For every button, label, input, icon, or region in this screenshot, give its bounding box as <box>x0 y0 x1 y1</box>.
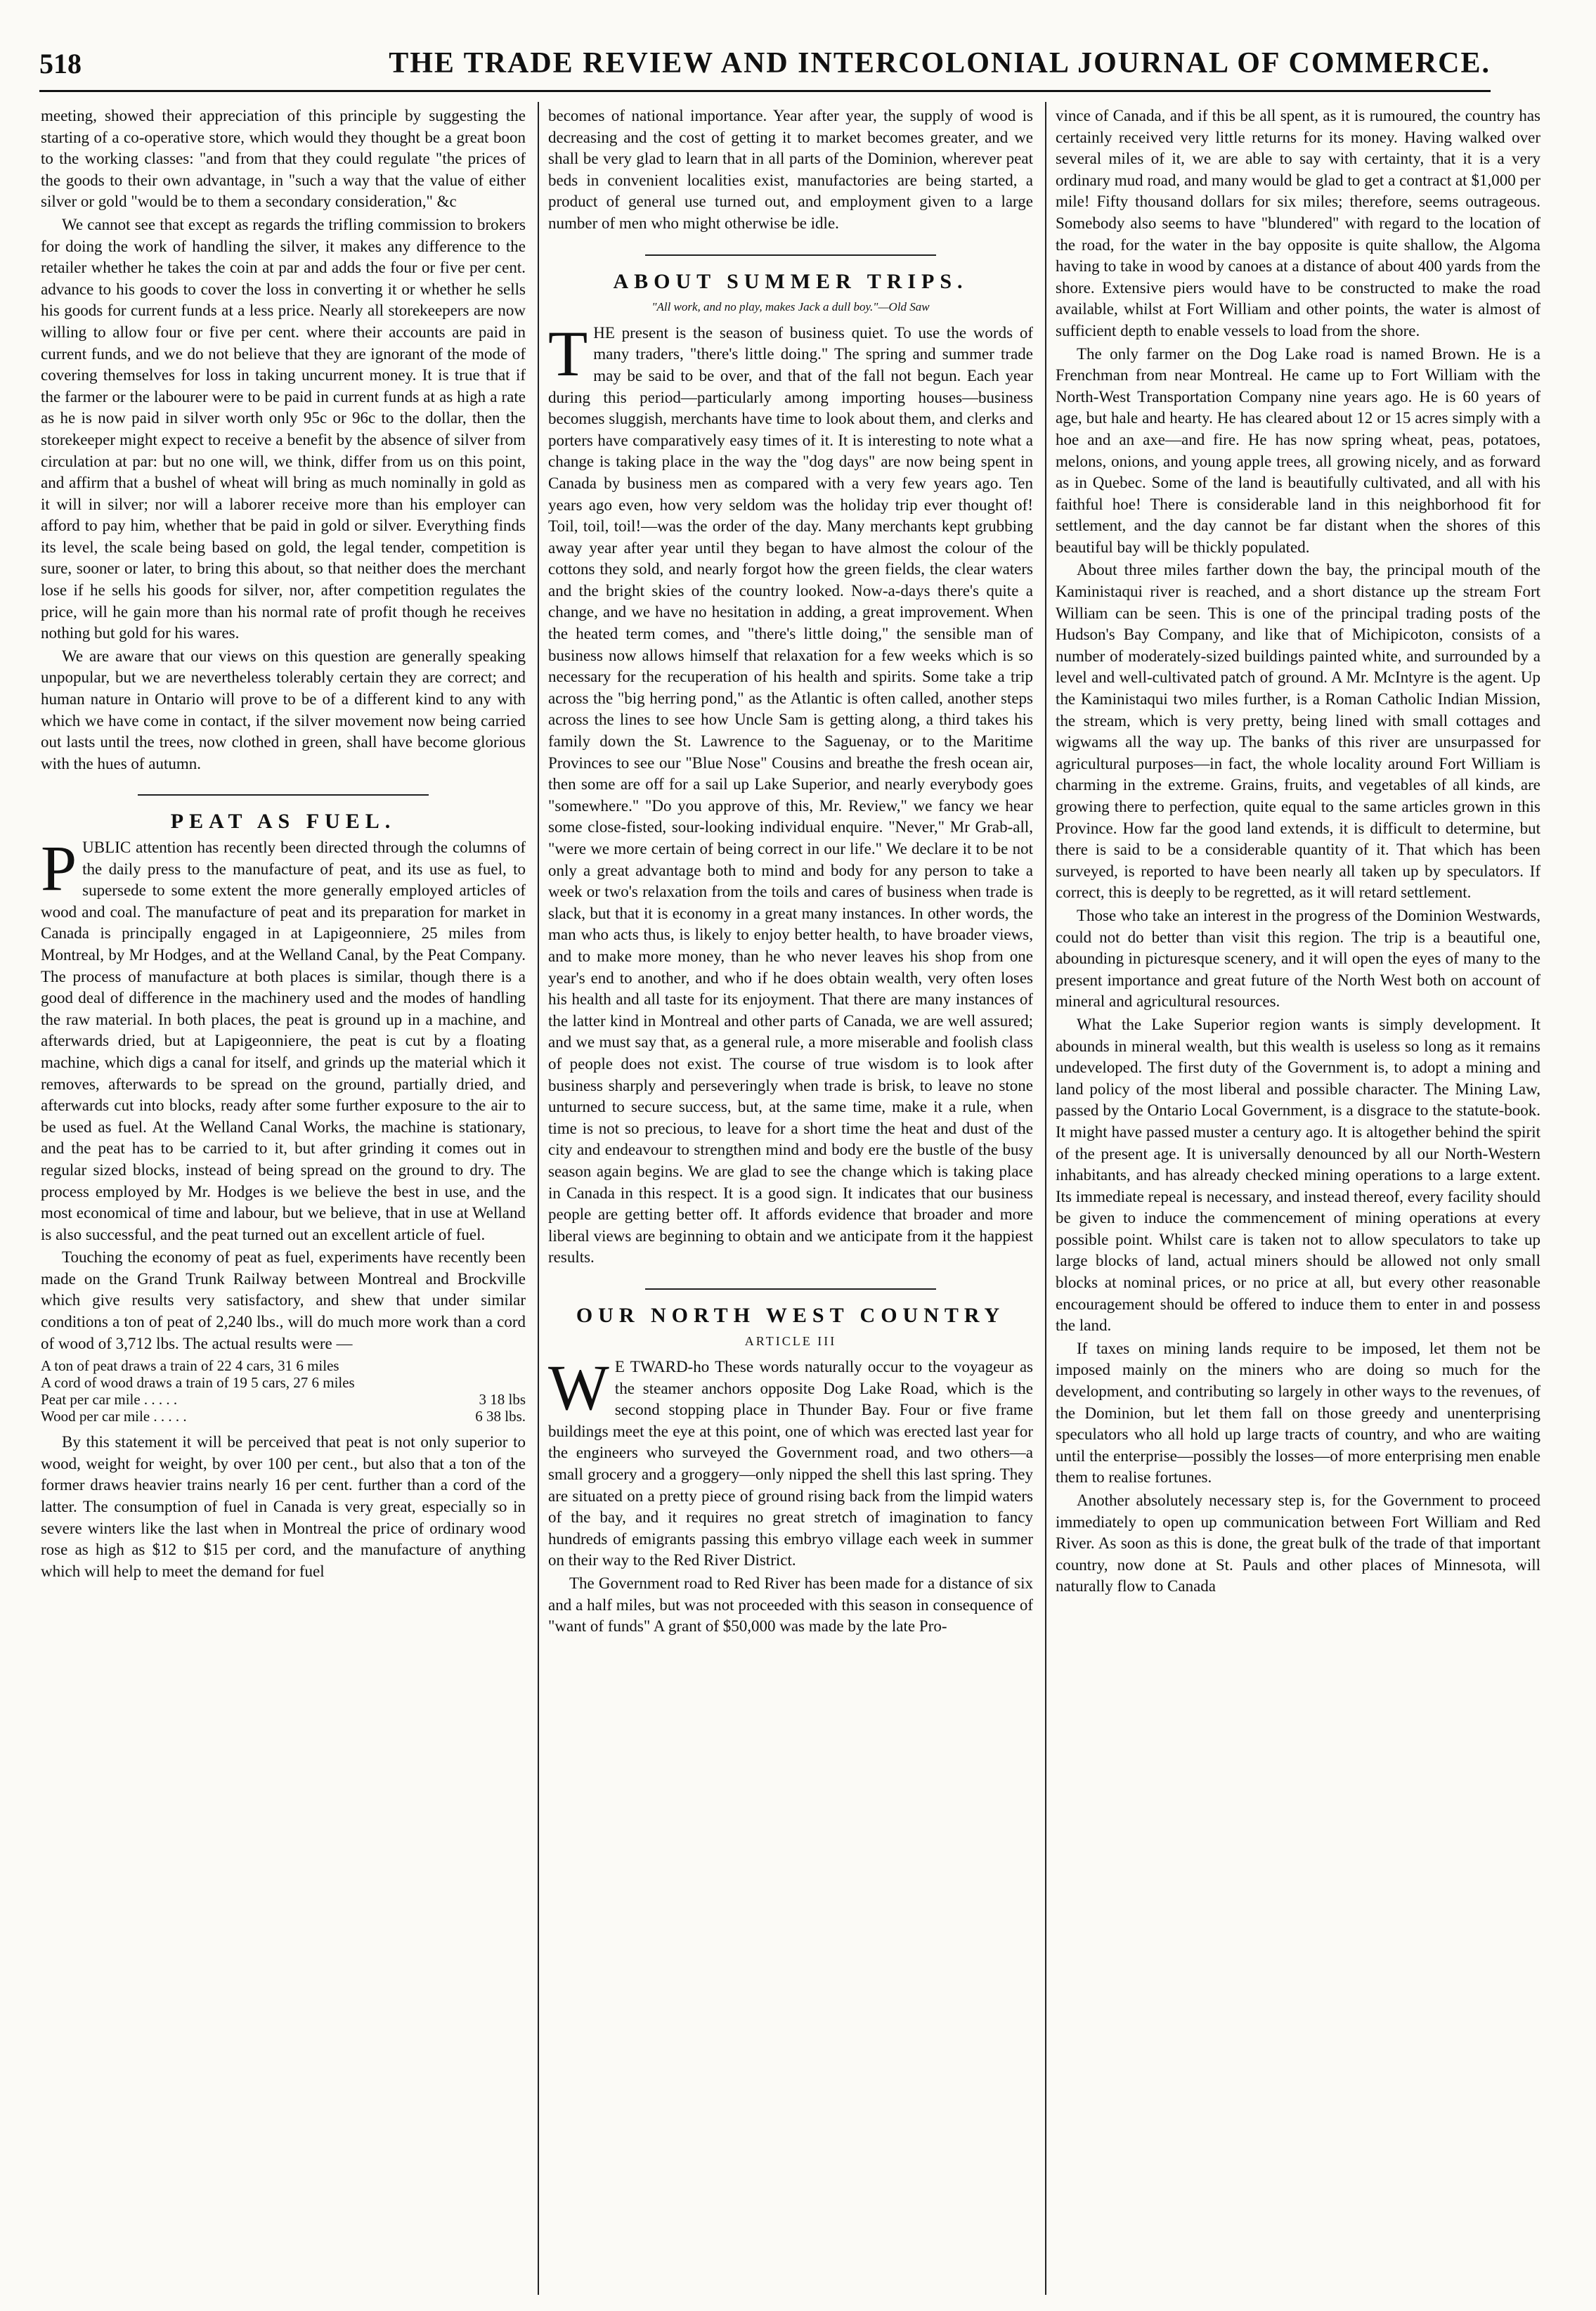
paragraph: UBLIC attention has recently been directed through the columns of the daily press to the manufacture of peat, and its use as fuel, to supersede to some extent the more generally employed articles of wood and coal. The manufacture of peat and its preparation for market in Canada is principally engaged in at Lapigeonniere, 25 miles from Montreal, by Mr Hodges, and at the Welland Canal, by the Peat Company. The process of manufacture at both places is similar, though there is a good deal of difference in the machinery used and the modes of handling the raw material. In both places, the peat is ground up in a machine, and afterwards dried, but at Lapigeonniere, the peat is cut by a floating machine, which digs a canal for itself, and grinds up the material which it removes, afterwards to be spread on the ground, partially dried, and afterwards cut into blocks, ready after some further exposure to the air to be used as fuel. At the Welland Canal Works, the machine is stationary, and the peat has to be carried to it, but after grinding it comes out in regular sized blocks, instead of being spread on the ground to dry. The process employed by Mr. Hodges is we believe the best in use, and the most economical of time and labour, but we believe, that in use at Welland is also successful, and the peat turned out an excellent article of fuel. <box>41 839 526 1243</box>
article-heading-northwest: OUR NORTH WEST COUNTRY <box>576 1303 1006 1327</box>
paragraph: What the Lake Superior region wants is simply development. It abounds in mineral wealth, but this wealth is useless so long as it remains undeveloped. The first duty of the Government is, to adopt a mining and land policy of the most liberal and possible character. The Mining Law, passed by the Ontario Local Government, is a disgrace to the statute-book. It might have passed muster a century ago. It is altogether behind the spirit of the present age. It is universally denounced by all our North-Western inhabitants, and has already checked mining operations to a large extent. Its immediate repeal is necessary, and instead thereof, every facility should be given to induce the commencement of mining operations at every possible point. Whilst care is taken not to allow speculators to take up large blocks of land, actual miners should be allowed not only small blocks at nominal prices, or no price at all, but every other reasonable encouragement should be offered to induce them to enter in and possess the land. <box>1056 1015 1540 1335</box>
article-heading-peat: PEAT AS FUEL. <box>170 810 396 834</box>
paragraph: If taxes on mining lands require to be imposed, let them not be imposed mainly on the miners who are doing so much for the development, and contributing so largely in other ways to the revenues, of the Dominion, but let them fall on those greedy and unenterprising speculators who all hold up large tracts of country, and who are waiting until the enterprise—possibly the losses—of more enterprising men enable them to realise fortunes. <box>1056 1339 1540 1487</box>
section-divider <box>645 254 936 256</box>
paragraph: Those who take an interest in the progress of the Dominion Westwards, could not do better than visit this region. The trip is a beautiful one, abounding in picturesque scenery, and it will open the eyes of many to the present importance and great future of the North West both on account of mineral and agricultural resources. <box>1056 906 1540 1011</box>
article-body <box>548 1352 1033 1572</box>
paragraph: E TWARD-ho These words naturally occur to the voyageur as the steamer anchors opposite Dog Lake Road, which is the second stopping place in Thunder Bay. Four or five frame buildings meet the eye at this point, one of which was erected last year for the engineers who surveyed the Government road, and two others—a small grocery and a groggery—only nipped the shell this last spring. They are situated on a pretty piece of ground rising back from the limpid waters of the bay, and it requires no great stretch of imagination to fancy hundreds of emigrants passing this embryo village each week in summer on their way to the Red River District. <box>548 1358 1033 1569</box>
paragraph: About three miles farther down the bay, the principal mouth of the Kaministaqui river is reached, and a short distance up the stream Fort William can be seen. This is one of the principal trading posts of the Hudson's Bay Company, and like that of Michipicoton, consists of a number of moderately-sized buildings painted white, and surrounded by a level and well-cultivated patch of ground. A Mr. McIntyre is the agent. Up the Kaministaqui two miles further, is a Roman Catholic Indian Mission, the stream, which is very pretty, being lined with small cottages and wigwams all the way up. The banks of this river are unsurpassed for agricultural purposes—in fact, the whole locality around Fort William is charming in the extreme. Grains, fruits, and vegetables of all kinds, are growing there to perfection, quite equal to the same articles grown in this Province. How far the good land extends, it is difficult to determine, but there is said to be a considerable quantity of it. That which has been surveyed, is reported to have been nearly all taken up by speculators. If correct, this is deeply to be regretted, as it will retard settlement. <box>1056 561 1540 902</box>
results-value <box>452 1357 526 1374</box>
column-2 <box>548 105 1033 2291</box>
paragraph: becomes of national importance. Year after year, the supply of wood is decreasing and the cost of getting it to market becomes greater, and we shall be very glad to learn that in all parts of the Dominion, wherever peat beds in convenient localities exist, manufactories are being started, a product of general use turned out, and employment given to a large number of men who might otherwise be idle. <box>548 107 1033 232</box>
column-rule <box>538 102 539 2295</box>
paragraph: The Government road to Red River has been made for a distance of six and a half miles, but was not proceeded with this season in consequence of "want of funds" A grant of $50,000 was made by the late Pro- <box>548 1574 1033 1636</box>
article-body <box>41 832 526 1245</box>
results-row <box>41 1391 526 1408</box>
header-rule <box>39 90 1491 92</box>
results-value <box>452 1374 526 1391</box>
results-label: A cord of wood draws a train of 19 5 cars, 27 6 miles <box>41 1374 355 1392</box>
results-row <box>41 1357 526 1374</box>
results-value: 6 38 lbs. <box>475 1408 526 1425</box>
article-heading-summer: ABOUT SUMMER TRIPS. <box>613 269 968 293</box>
results-row <box>41 1408 526 1425</box>
paragraph: meeting, showed their appreciation of this principle by suggesting the starting of a co-operative store, which would they thought be a great boon to the working classes: "and from that they could regulate "the prices of the goods to their own advantage, in "such a way that the value of either silver or gold "would be to them a secondary consideration," &c <box>41 107 526 211</box>
section-divider <box>138 794 429 796</box>
results-table <box>41 1357 526 1425</box>
results-row <box>41 1374 526 1391</box>
paragraph: By this statement it will be perceived that peat is not only superior to wood, weight for weight, by over 100 per cent., but also that a ton of the former draws heavier trains nearly 16 per cent. further than a cord of the latter. The consumption of fuel in Canada is very great, especially so in severe winters like the last when in Montreal the price of ordinary wood rose as high as $12 to $15 per cord, and the manufacture of anything which will help to meet the demand for fuel <box>41 1433 526 1580</box>
paragraph: The only farmer on the Dog Lake road is named Brown. He is a Frenchman from near Montreal. He came up to Fort William with the North-West Transportation Company nine years ago. He is 60 years of age, but hale and hearty. He has cleared about 12 or 15 acres simply with a hoe and an axe—and fire. He has now spring wheat, peas, potatoes, melons, onions, and young apple trees, all growing nicely, and as forward as in Quebec. Some of the land is beautifully cultivated, and all with his faithful hoe! There is considerable land in this neighborhood fit for settlement, and the day cannot be far distant when the shores of this beautiful bay will be thickly populated. <box>1056 344 1540 556</box>
column-1 <box>41 105 526 2291</box>
results-value: 3 18 lbs <box>479 1391 526 1409</box>
results-label: Peat per car mile . . . . . <box>41 1391 178 1409</box>
page-header <box>39 42 1491 84</box>
drop-cap: P <box>41 832 77 904</box>
paragraph: We are aware that our views on this question are generally speaking unpopular, but we are nevertheless tolerably certain they are correct; and human nature in Ontario will prove to be of a different kind to any with which we have come in contact, if the silver movement now being carried out lasts until the trees, now clothed in green, shall have become glorious with the hues of autumn. <box>41 647 526 772</box>
paragraph: Another absolutely necessary step is, for the Government to proceed immediately to open up communication between Fort William and Red River. As soon as this is done, the great bulk of the trade of that important country, now done at St. Pauls and other places of Minnesota, will naturally flow to Canada <box>1056 1491 1540 1595</box>
results-label: A ton of peat draws a train of 22 4 cars, 31 6 miles <box>41 1357 339 1375</box>
column-rule <box>1045 102 1046 2295</box>
paragraph: We cannot see that except as regards the trifling commission to brokers for doing the work of handling the silver, it makes any difference to the retailer whether he takes the coin at par and adds the four or five per cent. advance to his goods to cover the loss in converting it or whether he sells his goods for current funds at a less price. Nearly all storekeepers are now willing to allow four or five per cent. where their accounts are paid in current funds, and we do not believe that they are ignorant of the mode of covering themselves for loss in taking uncurrent money. It is true that if the farmer or the labourer were to be paid in current funds at as high a rate as he is now paid in silver worth only 95c or 96c to the dollar, then the storekeeper might expect to receive a benefit by the absence of silver from circulation at par: but no one will, we think, differ from us on this point, and affirm that a bushel of wheat will bring as much nominally in gold as it will in silver; nor will a laborer receive more than his employer can afford to pay him, whether that be paid in gold or silver. Everything finds its level, the scale being based on gold, the legal tender, competition is sure, sooner or later, to bring this about, so that neither does the merchant lose if he sells his goods for silver, nor, after competition regulates the price, will he gain more than his normal rate of profit though he receives nothing but gold for his wares. <box>41 215 526 642</box>
drop-cap: T <box>548 317 588 389</box>
running-title: THE TRADE REVIEW AND INTERCOLONIAL JOURNAL OF COMMERCE. <box>389 47 1491 79</box>
paragraph: vince of Canada, and if this be all spent, as it is rumoured, the country has certainly received very little returns for its money. Having walked over several miles of it, we are able to say with certainty, that it is a very ordinary mud road, and many would be glad to get a contract at $1,000 per mile! Fifty thousand dollars for six miles; therefore, seems outrageous. Somebody also seems to have "blundered" with regard to the location of the road, for the water in the bay opposite is quite shallow, the Algoma having to take in wood by canoes at a distance of about 400 yards from the shore. Extensive piers would have to be constructed to make the road available, whilst at Fort William and other points, the water is almost of sufficient depth to enable vessels to load from the shore. <box>1056 107 1540 339</box>
column-3 <box>1056 105 1540 2291</box>
epigraph: "All work, and no play, makes Jack a dull boy."—Old Saw <box>651 300 930 314</box>
paragraph: Touching the economy of peat as fuel, experiments have recently been made on the Grand Trunk Railway between Montreal and Brockville which give results very satisfactory, and shew that under similar conditions a ton of peat of 2,240 lbs., will do much more work than a cord of wood of 3,712 lbs. The actual results were — <box>41 1248 526 1352</box>
paragraph: HE present is the season of business quiet. To use the words of many traders, "there's little doing." The spring and summer trade may be said to be over, and that of the fall not begun. Each year during this period—particularly among importing houses—business becomes sluggish, merchants have time to look about them, and clerks and porters have comparatively easy times of it. It is interesting to note what a change is taking place in the way the "dog days" are now being spent in Canada by business men as compared with a very few years ago. Ten years ago even, how very seldom was the holiday trip ever thought of! Toil, toil, toil!—was the order of the day. Many merchants kept grubbing away year after year until they began to have almost the colour of the cottons they sold, and nearly forgot how the green fields, the clear waters and the bright skies of the country looked. Now-a-days there's quite a change, and we have no hesitation in adding, a great improvement. When the heated term comes, and "there's little doing," the sensible man of business now allows himself that relaxation for a few weeks which is so necessary for the recuperation of his health and spirits. Some take a trip across the "big herring pond," as the Atlantic is often called, another steps across the lines to see how Uncle Sam is getting along, a third takes his family down the St. Lawrence to the Saguenay, or to the Maritime Provinces to see our "Blue Nose" Cousins and breathe the fresh ocean air, then some are off for a sail up Lake Superior, and nearly everybody goes "somewhere." "Do you approve of this, Mr. Review," we fancy we hear some close-fisted, sour-looking individual enquire. "Never," Mr Grab-all, "were we more certain of being correct in our life." We declare it to be not only a great advantage both to mind and body for any person to take a week or two's relaxation from the toils and cares of business when trade is slack, but that it is economy in a great many instances. In other words, the man who acts thus, is likely to enjoy better health, to have broader views, and to make more money, than he who never leaves his shop from one year's end to another, and who if he does obtain wealth, very often loses his health and all taste for its enjoyment. That there are many instances of the latter kind in Montreal and other parts of Canada, we are well assured; and we must say that, as a general rule, a more miserable and foolish class of people does not exist. The course of true wisdom is to look after business sharply and perseveringly when trade is brisk, to leave no stone unturned to secure success, but, at the same time, make it a rule, when time is not so precious, to leave for a short time the heat and dust of the city and endeavour to strengthen mind and body ere the bustle of the busy season again begins. We are glad to see the change which is taking place in Canada in this respect. It is a good sign. It indicates that our business people are getting better off. It affords evidence that broader and more liberal views are beginning to obtain and we anticipate from it the happiest results. <box>548 323 1033 1267</box>
section-divider <box>645 1288 936 1290</box>
drop-cap: W <box>548 1352 609 1424</box>
results-label: Wood per car mile . . . . . <box>41 1408 187 1425</box>
article-number: ARTICLE III <box>744 1334 837 1349</box>
article-body <box>548 317 1033 1269</box>
page-number: 518 <box>39 47 82 79</box>
